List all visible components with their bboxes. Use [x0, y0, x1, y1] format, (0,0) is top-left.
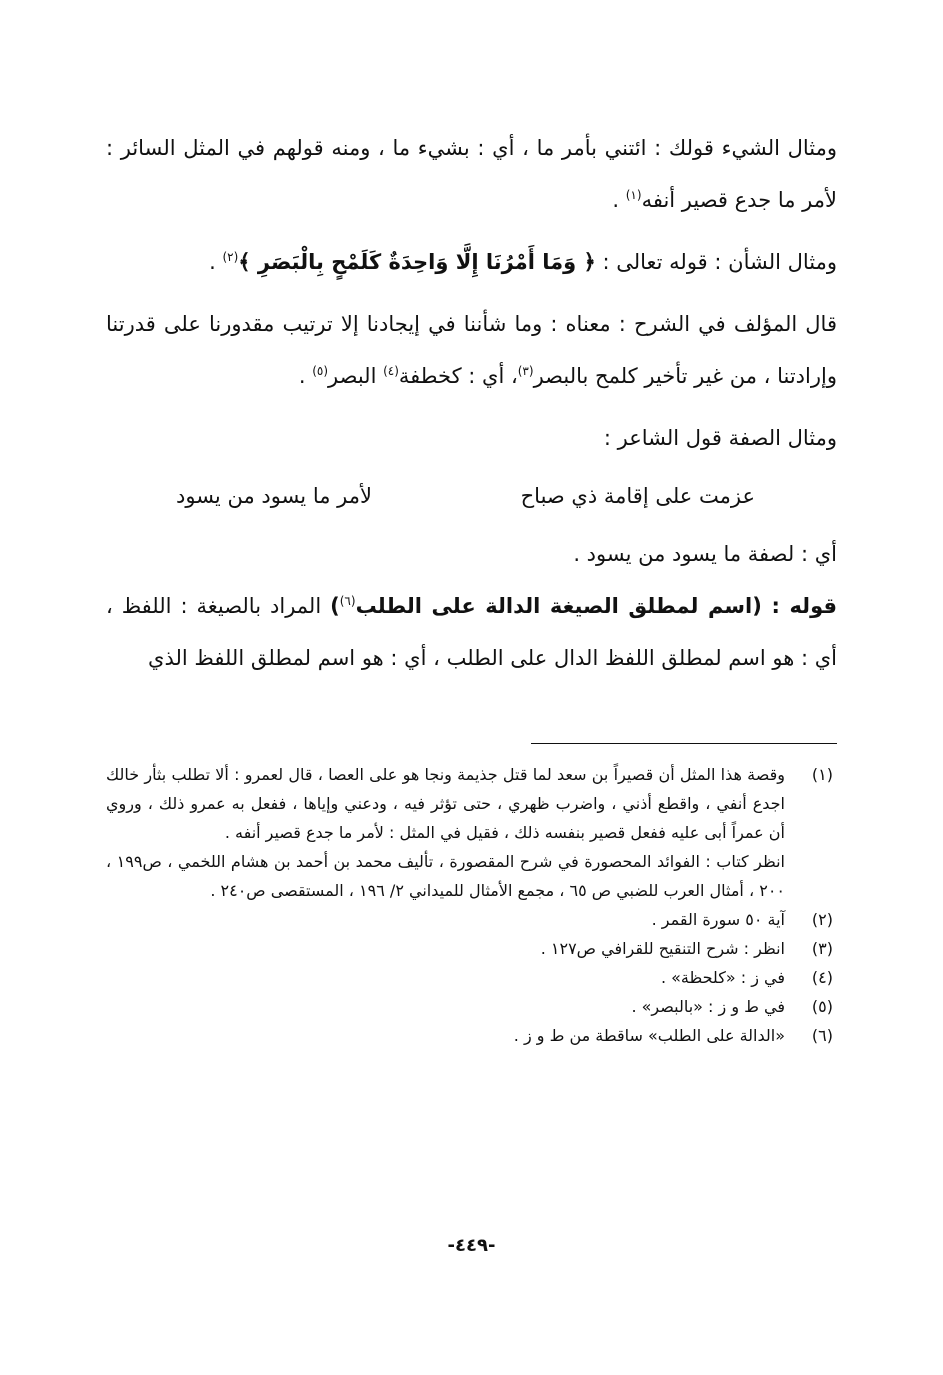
footnote-5 — [106, 992, 837, 1021]
footnote-ref-2: (٢) — [222, 250, 239, 264]
footnote-3 — [106, 934, 837, 963]
quoted-term: قوله : (اسم لمطلق الصيغة الدالة على الطلب — [355, 594, 837, 618]
period: . — [209, 250, 223, 274]
footnote-ref-4: (٤) — [383, 364, 399, 378]
verse-first-hemistich: عزمت على إقامة ذي صباح — [520, 484, 755, 508]
paragraph-text: قال المؤلف في الشرح : معناه : وما شأننا في إيجادنا إلا ترتيب مقدورنا على قدرتنا وإرادتنا ، من غير تأخير كلمح بالبصر — [106, 312, 837, 388]
footnote-text: انظر : شرح التنقيح للقرافي ص١٢٧ . — [540, 939, 785, 958]
footnote-text: في ط و ز : «بالبصر» . — [631, 997, 785, 1016]
footnote-text: انظر كتاب : الفوائد المحصورة في شرح المقصورة ، تأليف محمد بن أحمد بن هشام اللخمي ، ص١٩٩ ، ٢٠٠ ، أمثال العرب للضبي ص ٦٥ ، مجمع الأمثال للميداني ٢/ ١٩٦ ، المستقصى ص٢٤٠ . — [106, 852, 785, 900]
footnote-number: (١) — [811, 765, 833, 784]
paragraph-explanation: أي : لصفة ما يسود من يسود . — [573, 542, 837, 566]
footnote-text: آية ٥٠ سورة القمر . — [651, 910, 785, 929]
paragraph-text: المراد بالصيغة : اللفظ ، أي : هو اسم لمطلق اللفظ الدال على الطلب ، أي : هو اسم لمطلق اللفظ الذي — [106, 594, 837, 670]
paragraph-example-matter — [106, 236, 837, 288]
footnote-6 — [106, 1021, 837, 1050]
period: . — [612, 188, 626, 212]
verse-second-hemistich: لأمر ما يسود من يسود — [176, 484, 372, 508]
footnote-number: (٣) — [811, 939, 833, 958]
footnote-number: (٢) — [811, 910, 833, 929]
poetry-verse — [106, 470, 837, 522]
paragraph-example-thing — [106, 122, 837, 226]
period: . — [298, 364, 313, 388]
paragraph-definition — [106, 580, 837, 684]
footnote-2 — [106, 905, 837, 934]
footnote-number: (٥) — [811, 997, 833, 1016]
paragraph-text: ومثال الشأن : قوله تعالى : — [595, 250, 837, 274]
main-text — [106, 122, 837, 684]
footnote-ref-3: (٣) — [517, 364, 534, 378]
footnote-4 — [106, 963, 837, 992]
footnotes — [106, 760, 837, 1050]
quran-verse: ﴿ وَمَا أَمْرُنَا إِلَّا وَاحِدَةٌ كَلَمْحٍ بِالْبَصَرِ ﴾ — [238, 250, 596, 274]
paragraph-text: البصر — [328, 364, 384, 388]
paragraph-text: ومثال الشيء قولك : ائتني بأمر ما ، أي : بشيء ما ، ومنه قولهم في المثل السائر : لأمر ما جدع قصير أنفه — [106, 136, 837, 212]
footnote-text: وقصة هذا المثل أن قصيراً بن سعد لما قتل جذيمة ونجا هو على العصا ، قال لعمرو : ألا تطلب بثأر خالك اجدع أنفي ، واقطع أذني ، واضرب ظهري ، حتى تؤثر فيه ، ودعني وإياها ، ففعل به عمرو ذلك ، وروي أن عمراً أبى عليه ففعل قصير بنفسه ذلك ، فقيل في المثل : لأمر ما جدع قصير أنفه . — [106, 765, 785, 842]
footnote-ref-5: (٥) — [312, 364, 329, 378]
footnote-number: (٦) — [811, 1026, 833, 1045]
paragraph-author-commentary — [106, 298, 837, 402]
quoted-term-close: ) — [330, 594, 340, 618]
paragraph-example-attribute: ومثال الصفة قول الشاعر : — [603, 426, 837, 450]
footnote-1-sources — [106, 847, 837, 905]
footnote-separator — [531, 743, 837, 744]
footnote-ref-6: (٦) — [339, 594, 356, 608]
page-number: -٤٤٩- — [447, 1235, 496, 1256]
footnote-number: (٤) — [811, 968, 833, 987]
paragraph-text: ، أي : كخطفة — [398, 364, 518, 388]
footnote-1 — [106, 760, 837, 847]
footnote-text: «الدالة على الطلب» ساقطة من ط و ز . — [513, 1026, 785, 1045]
footnote-text: في ز : «كلحظة» . — [660, 968, 785, 987]
footnote-ref-1: (١) — [625, 188, 642, 202]
